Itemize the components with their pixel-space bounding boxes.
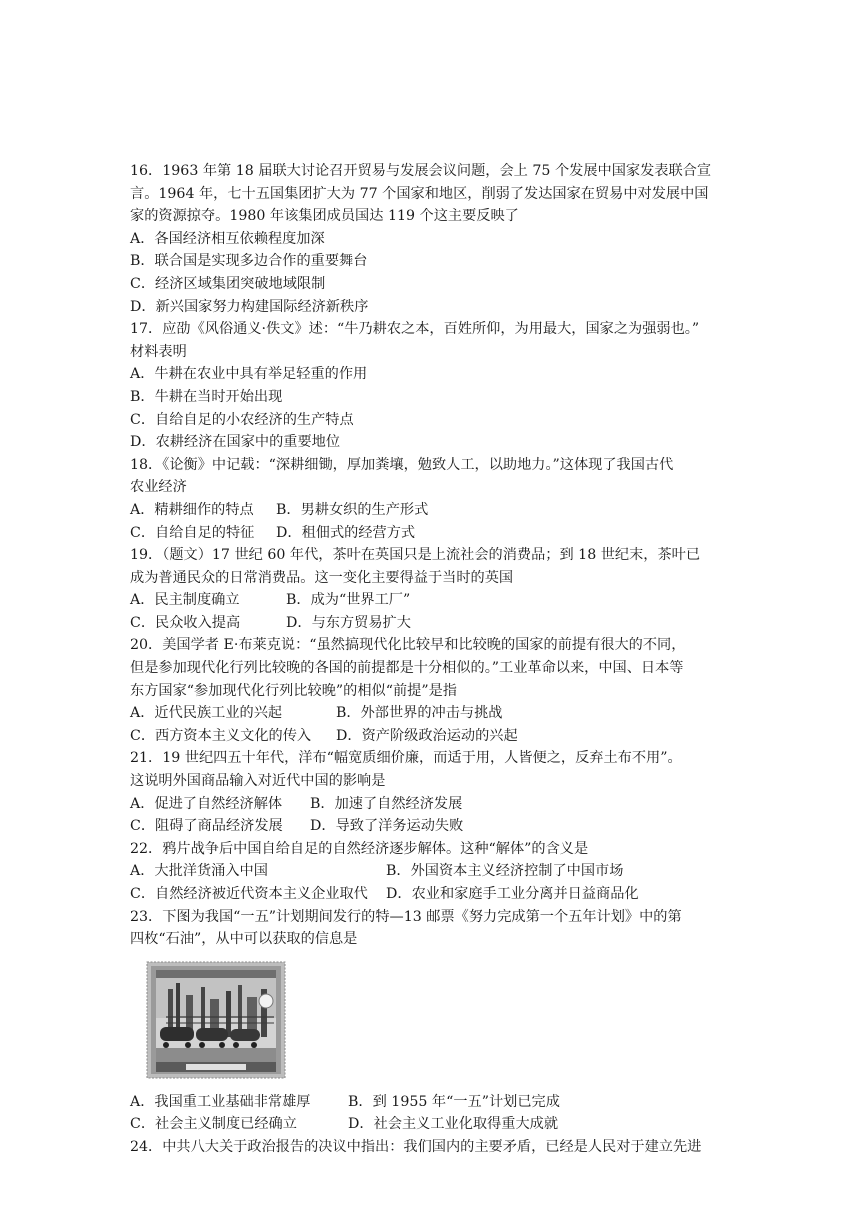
- question-24: [130, 1136, 742, 1159]
- option-d: D．社会主义工业化取得重大成就: [348, 1116, 559, 1133]
- options-row: [130, 1113, 742, 1136]
- option-b: B．外部世界的冲击与挑战: [336, 705, 503, 722]
- option-c: C．自给自足的小农经济的生产特点: [130, 411, 354, 428]
- option-a: A．精耕细作的特点: [130, 501, 254, 518]
- option-b: B．成为“世界工厂”: [286, 592, 411, 609]
- question-text: 这说明外国商品输入对近代中国的影响是: [130, 773, 386, 790]
- question-22: [130, 838, 742, 906]
- option-b: B．加速了自然经济发展: [310, 795, 463, 812]
- option-b: B．牛耕在当时开始出现: [130, 388, 283, 405]
- option-d: D．新兴国家努力构建国际经济新秩序: [130, 298, 369, 315]
- option-a: A．牛耕在农业中具有举足轻重的作用: [130, 366, 368, 383]
- options-row: [130, 883, 742, 906]
- options-row: [130, 815, 742, 838]
- question-16: [130, 160, 742, 318]
- option-d: D．租佃式的经营方式: [276, 524, 416, 541]
- option-d: D．农耕经济在国家中的重要地位: [130, 434, 341, 451]
- options-row: [130, 612, 742, 635]
- question-17: [130, 318, 742, 454]
- option-c: C．阻碍了商品经济发展: [130, 818, 283, 835]
- options-row: [130, 589, 742, 612]
- question-text: 16．1963 年第 18 届联大讨论召开贸易与发展会议问题，会上 75 个发展中国家发表联合宣: [130, 163, 712, 179]
- option-d: D．农业和家庭手工业分离并日益商品化: [386, 886, 639, 902]
- oil-stamp-image: [146, 961, 286, 1079]
- question-text: 材料表明: [130, 343, 187, 360]
- option-a: A．各国经济相互依赖程度加深: [130, 230, 325, 247]
- question-text: 23．下图为我国“一五”计划期间发行的特—13 邮票《努力完成第一个五年计划》中的第: [130, 908, 682, 925]
- option-b: B．外国资本主义经济控制了中国市场: [386, 863, 624, 880]
- option-a: A．我国重工业基础非常雄厚: [130, 1093, 311, 1110]
- options-row: [130, 702, 742, 725]
- options-row: [130, 860, 742, 883]
- question-21: [130, 747, 742, 837]
- options-row: [130, 793, 742, 816]
- question-text: 但是参加现代化行列比较晚的各国的前提都是十分相似的。”工业革命以来，中国、日本等: [130, 660, 684, 677]
- question-19: [130, 544, 742, 634]
- question-text: 农业经济: [130, 479, 187, 496]
- option-c: C．民众收入提高: [130, 614, 241, 631]
- options-row: [130, 499, 742, 522]
- question-text: 东方国家“参加现代化行列比较晚”的相似“前提”是指: [130, 682, 457, 699]
- option-d: D．资产阶级政治运动的兴起: [336, 727, 518, 744]
- question-20: [130, 634, 742, 747]
- question-text: 21．19 世纪四五十年代，洋布“幅宽质细价廉，而适于用，人皆便之，反弃土布不用”。: [130, 750, 682, 767]
- option-c: C．自给自足的特征: [130, 524, 255, 541]
- option-c: C．经济区域集团突破地域限制: [130, 275, 326, 292]
- option-b: B．男耕女织的生产形式: [276, 501, 429, 518]
- option-d: D．与东方贸易扩大: [286, 614, 411, 631]
- question-text: 19．（题文）17 世纪 60 年代，茶叶在英国只是上流社会的消费品；到 18 世纪末，茶叶已: [130, 547, 701, 564]
- option-a: A．民主制度确立: [130, 592, 240, 609]
- option-c: C．社会主义制度已经确立: [130, 1116, 297, 1133]
- option-a: A．大批洋货涌入中国: [130, 863, 268, 880]
- option-a: A．近代民族工业的兴起: [130, 705, 283, 722]
- question-23: [130, 906, 742, 1136]
- question-text: 17．应劭《风俗通义·佚文》述：“牛乃耕农之本，百姓所仰，为用最大，国家之为强弱也。”: [130, 321, 700, 338]
- question-text: 成为普通民众的日常消费品。这一变化主要得益于当时的英国: [130, 569, 514, 586]
- question-text: 24．中共八大关于政治报告的决议中指出：我们国内的主要矛盾，已经是人民对于建立先进: [130, 1138, 702, 1155]
- option-b: B．联合国是实现多边合作的重要舞台: [130, 253, 368, 270]
- question-list: [130, 160, 742, 1159]
- question-text: 22．鸦片战争后中国自给自足的自然经济逐步解体。这种“解体”的含义是: [130, 840, 589, 857]
- option-a: A．促进了自然经济解体: [130, 795, 283, 812]
- option-c: C．西方资本主义文化的传入: [130, 727, 312, 744]
- question-text: 20．美国学者 E·布莱克说：“虽然搞现代化比较早和比较晚的国家的前提有很大的不同，: [130, 637, 686, 654]
- option-d: D．导致了洋务运动失败: [310, 818, 464, 835]
- question-text: 18．《论衡》中记载：“深耕细锄，厚加粪壤，勉致人工，以助地力。”这体现了我国古代: [130, 456, 674, 473]
- option-c: C．自然经济被近代资本主义企业取代: [130, 886, 368, 902]
- question-18: [130, 454, 742, 544]
- option-b: B．到 1955 年“一五”计划已完成: [348, 1093, 560, 1110]
- question-text: 言。1964 年，七十五国集团扩大为 77 个国家和地区，削弱了发达国家在贸易中对发展中国: [130, 185, 709, 202]
- question-text: 四枚“石油”，从中可以获取的信息是: [130, 931, 358, 948]
- question-text: 家的资源掠夺。1980 年该集团成员国达 119 个这主要反映了: [130, 208, 519, 225]
- options-row: [130, 725, 742, 748]
- options-row: [130, 1091, 742, 1114]
- options-row: [130, 522, 742, 545]
